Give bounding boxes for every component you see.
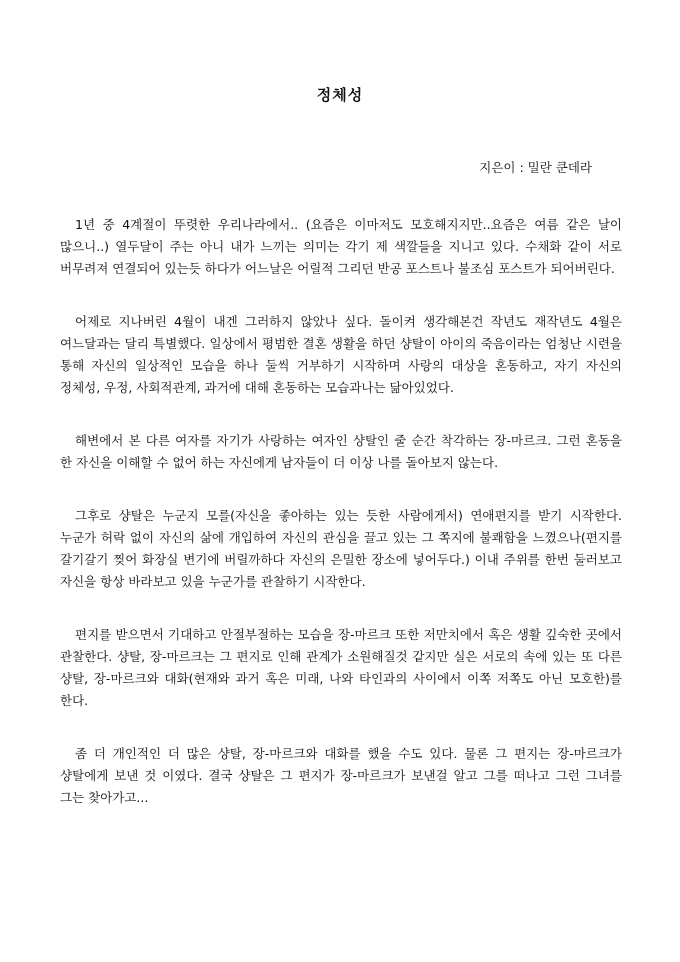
paragraph-3: 해변에서 본 다른 여자를 자기가 사랑하는 여자인 샹탈인 줄 순간 착각하는 장-마르크. 그런 혼동을 한 자신을 이해할 수 없어 하는 자신에게 남자들이 더 이상 나를 돌아보지 않는다. bbox=[60, 433, 622, 470]
paragraph-1: 1년 중 4계절이 뚜렷한 우리나라에서.. (요즘은 이마저도 모호해지지만..요즘은 여름 같은 날이 많으니..) 열두달이 주는 아니 내가 느끼는 의미는 각기 제 색깔들을 지니고 있다. 수채화 같이 서로 버무려져 연결되어 있는듯 하다가 어느날은 어릴적 그리던 반공 포스트나 불조심 포스트가 되어버린다. bbox=[60, 217, 622, 276]
paragraph-5: 편지를 받으면서 기대하고 안절부절하는 모습을 장-마르크 또한 저만치에서 혹은 생활 깊숙한 곳에서 관찰한다. 샹탈, 장-마르크는 그 편지로 인해 관계가 소원해질것 같지만 실은 서로의 속에 있는 또 다른 샹탈, 장-마르크와 대화(현재와 과거 혹은 미래, 나와 타인과의 사이에서 이쪽 저쪽도 아닌 모호한)를 한다. bbox=[60, 627, 622, 708]
author-line: 지은이 : 밀란 쿤데라 bbox=[479, 160, 592, 175]
paragraph-2: 어제로 지나버린 4월이 내겐 그러하지 않았나 싶다. 돌이켜 생각해본건 작년도 재작년도 4월은 여느달과는 달리 특별했다. 일상에서 평범한 결혼 생활을 하던 샹탈이 아이의 죽음이라는 엄청난 시련을 통해 자신의 일상적인 모습을 하나 둘씩 거부하기 시작하며 사랑의 대상을 혼동하고, 자기 자신의 정체성, 우정, 사회적관계, 과거에 대해 혼동하는 모습과나는 닮아있었다. bbox=[60, 314, 622, 395]
document-title: 정체성 bbox=[316, 86, 364, 104]
paragraph-6: 좀 더 개인적인 더 많은 샹탈, 장-마르크와 대화를 했을 수도 있다. 물론 그 편지는 장-마르크가 샹탈에게 보낸 것 이였다. 결국 샹탈은 그 편지가 장-마르크가 보낸걸 알고 그를 떠나고 그런 그녀를 그는 찾아가고... bbox=[60, 746, 622, 805]
document-body bbox=[60, 214, 622, 840]
paragraph-4: 그후로 샹탈은 누군지 모를(자신을 좋아하는 있는 듯한 사람에게서) 연애편지를 받기 시작한다. 누군가 허락 없이 자신의 삶에 개입하여 자신의 관심을 끌고 있는 그 쪽지에 불쾌함을 느꼈으나(편지를 갈기갈기 찢어 화장실 변기에 버릴까하다 자신의 은밀한 장소에 넣어두다.) 이내 주위를 한번 둘러보고 자신을 항상 바라보고 있을 누군가를 관찰하기 시작한다. bbox=[60, 508, 622, 589]
